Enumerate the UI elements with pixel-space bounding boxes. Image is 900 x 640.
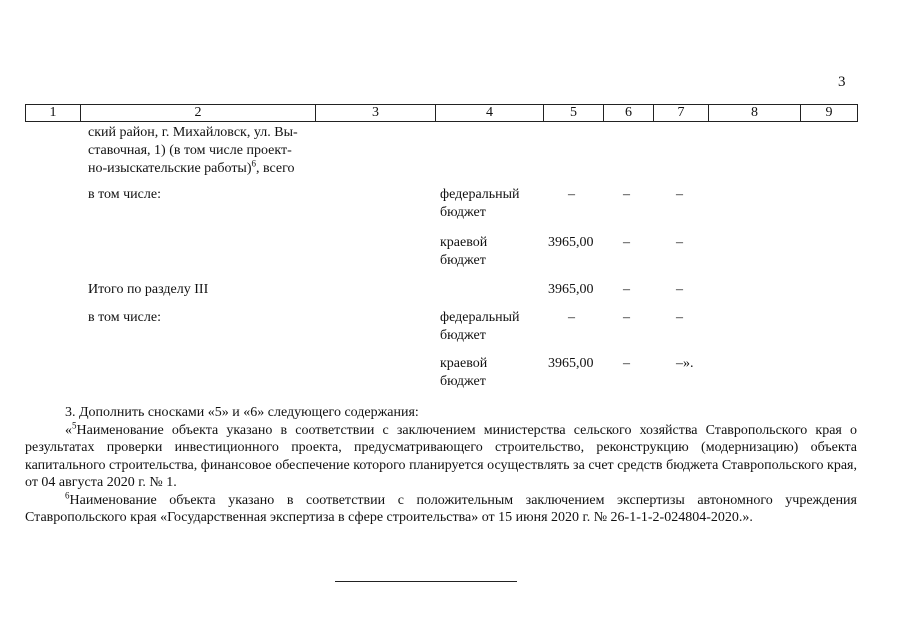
regional-1-col6: – bbox=[623, 235, 630, 250]
header-col-9: 9 bbox=[801, 105, 858, 122]
including-label-1: в том числе: bbox=[88, 187, 161, 202]
federal-2-col5: – bbox=[568, 310, 575, 325]
regional-2-col7: –». bbox=[676, 356, 694, 371]
section-total-col5: 3965,00 bbox=[548, 282, 594, 297]
section-total-label: Итого по разделу III bbox=[88, 282, 209, 297]
header-col-1: 1 bbox=[26, 105, 81, 122]
amendment-text bbox=[25, 404, 857, 527]
footnote-5: «$^5$Наименование объекта указано в соответствии с заключением министерства сельского хозяйства Ставропольского края о результатах проверки инвестиционного проекта, предусматривающего строительство, реконструкцию (модернизацию) объекта капитального строительства, финансовое обеспечение которого планируется осуществлять за счет средств бюджета Ставропольского края, от 04 августа 2020 г. № 1. bbox=[25, 419, 857, 490]
closing-rule bbox=[335, 581, 517, 582]
federal-1-col5: – bbox=[568, 187, 575, 202]
section-total-col6: – bbox=[623, 282, 630, 297]
header-col-8: 8 bbox=[709, 105, 801, 122]
object-name-line-3: но-изыскательские работы)$^6$, всего bbox=[88, 158, 295, 176]
federal-budget-label-2: федеральный бюджет bbox=[440, 310, 520, 343]
regional-budget-label-1: краевой бюджет bbox=[440, 235, 488, 268]
header-col-5: 5 bbox=[544, 105, 604, 122]
regional-1-col5: 3965,00 bbox=[548, 235, 594, 250]
table-header bbox=[25, 104, 858, 122]
header-col-4: 4 bbox=[436, 105, 544, 122]
federal-budget-label-1: федеральный бюджет bbox=[440, 187, 520, 220]
federal-1-col6: – bbox=[623, 187, 630, 202]
federal-2-col7: – bbox=[676, 310, 683, 325]
regional-budget-label-2: краевой бюджет bbox=[440, 356, 488, 389]
section-total-col7: – bbox=[676, 282, 683, 297]
object-name bbox=[88, 124, 313, 178]
regional-1-col7: – bbox=[676, 235, 683, 250]
object-name-line-2: ставочная, 1) (в том числе проект- bbox=[88, 143, 292, 158]
header-col-2: 2 bbox=[81, 105, 316, 122]
footnote-ref-6: 6 bbox=[251, 158, 257, 169]
regional-2-col6: – bbox=[623, 356, 630, 371]
header-col-7: 7 bbox=[654, 105, 709, 122]
header-col-3: 3 bbox=[316, 105, 436, 122]
federal-1-col7: – bbox=[676, 187, 683, 202]
object-name-line-1: ский район, г. Михайловск, ул. Вы- bbox=[88, 125, 298, 140]
federal-2-col6: – bbox=[623, 310, 630, 325]
page-number: 3 bbox=[838, 74, 846, 90]
including-label-2: в том числе: bbox=[88, 310, 161, 325]
header-col-6: 6 bbox=[604, 105, 654, 122]
footnote-6: $^6$Наименование объекта указано в соответствии с положительным заключением экспертизы автономного учреждения Ставропольского края «Государственная экспертиза в сфере строительства» от 15 июня 2020 г. № 26-1-1-2-024804-2020.». bbox=[25, 489, 857, 525]
regional-2-col5: 3965,00 bbox=[548, 356, 594, 371]
amendment-heading: 3. Дополнить сносками «5» и «6» следующего содержания: bbox=[65, 405, 419, 420]
